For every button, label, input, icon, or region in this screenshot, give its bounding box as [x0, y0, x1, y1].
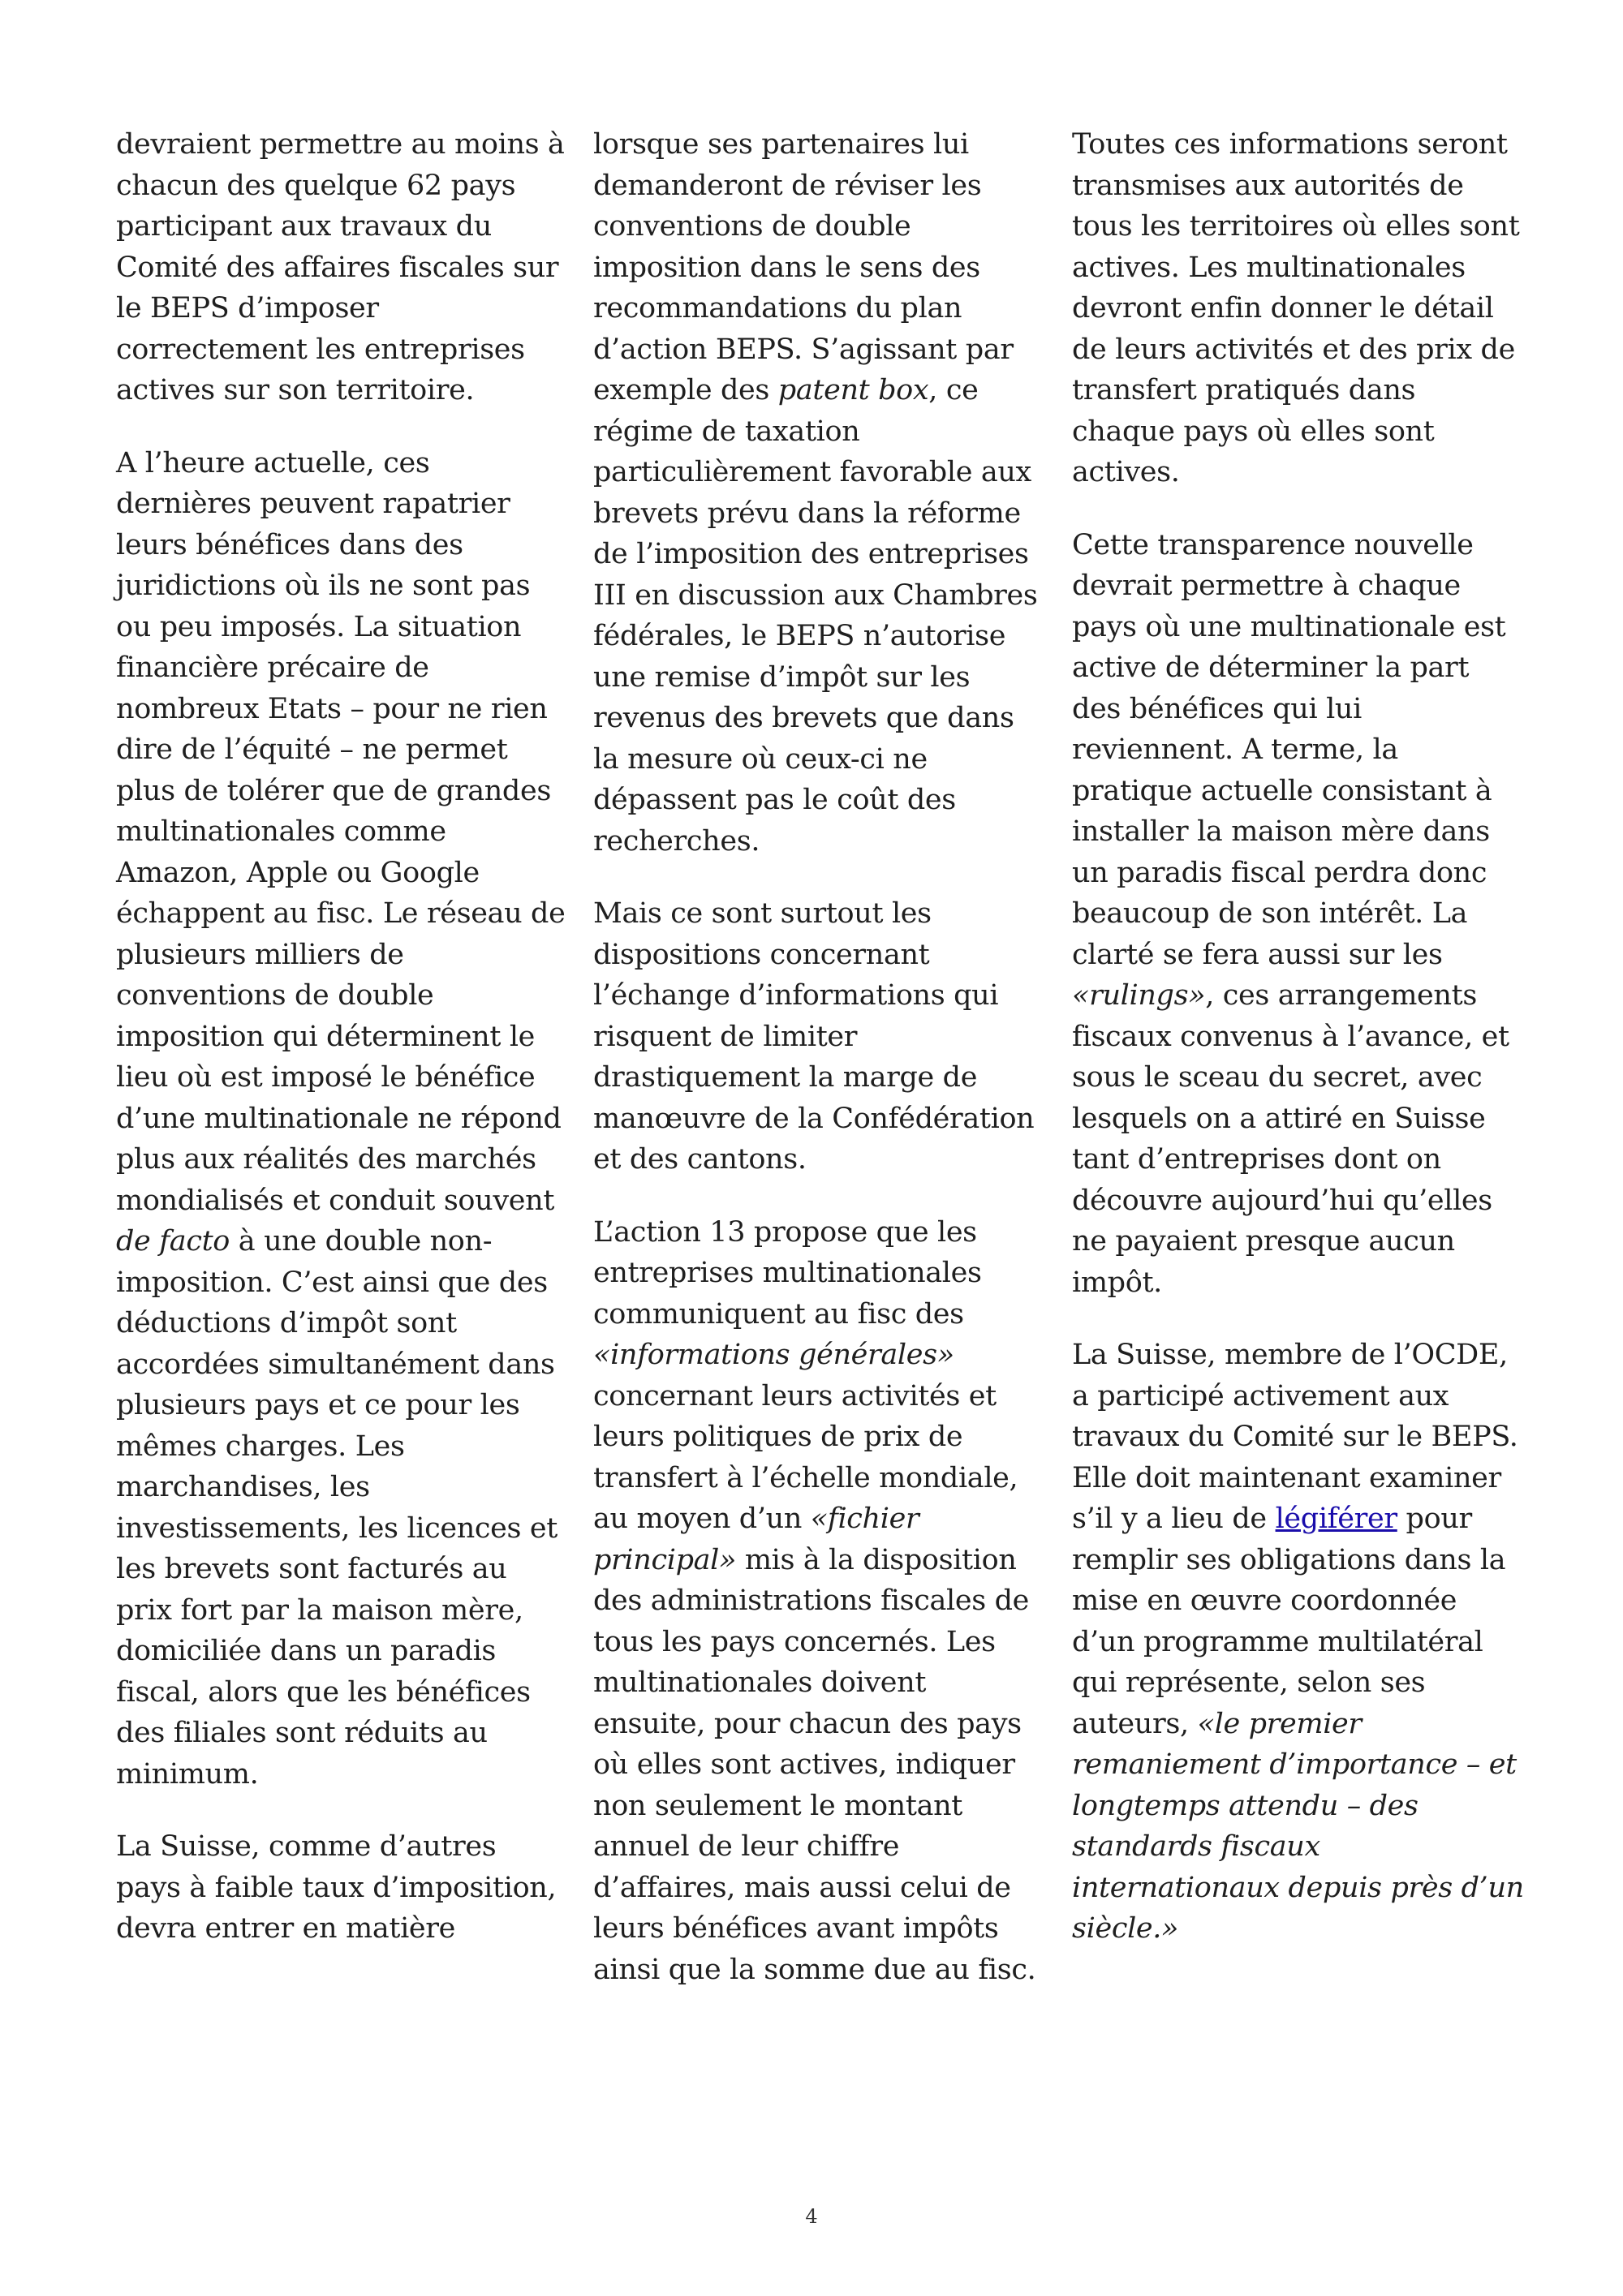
- text-line: mise en œuvre coordonnée: [1072, 1584, 1457, 1617]
- legiferer-link[interactable]: légiférer: [1275, 1503, 1397, 1535]
- text-line: leurs politiques de prix de: [593, 1421, 963, 1453]
- text-line: Cette transparence nouvelle: [1072, 528, 1474, 561]
- text-line: annuel de leur chiffre: [593, 1830, 900, 1863]
- text-line: dernières peuvent rapatrier: [116, 488, 510, 520]
- text-line: tant d’entreprises dont on: [1072, 1143, 1441, 1176]
- text-run: mis à la disposition: [736, 1543, 1017, 1576]
- text-line: les brevets sont facturés au: [116, 1553, 507, 1585]
- text-line: [593, 1540, 1048, 1581]
- text-line: beaucoup de son intérêt. La: [1072, 897, 1468, 930]
- text-line: [593, 1498, 1048, 1540]
- paragraph: [116, 124, 570, 411]
- text-line: leurs bénéfices dans des: [116, 528, 463, 561]
- text-line: plus aux réalités des marchés: [116, 1143, 536, 1176]
- text-line: dispositions concernant: [593, 938, 930, 971]
- quote-text: siècle.»: [1072, 1912, 1179, 1945]
- text-line: devrait permettre à chaque: [1072, 570, 1461, 602]
- paragraph: [1072, 1335, 1526, 1950]
- text-line: fiscal, alors que les bénéfices: [116, 1675, 531, 1709]
- paragraph: [1072, 124, 1526, 493]
- text-line: recommandations du plan: [593, 292, 962, 325]
- text-run: s’il y a lieu de: [1072, 1503, 1276, 1535]
- text-line: entreprises multinationales: [593, 1257, 982, 1289]
- text-line: plusieurs pays et ce pour les: [116, 1389, 520, 1421]
- text-line: installer la maison mère dans: [1072, 815, 1490, 848]
- text-line: lieu où est imposé le bénéfice: [116, 1061, 536, 1094]
- text-line: échappent au fisc. Le réseau de: [116, 897, 566, 930]
- text-line: fiscaux convenus à l’avance, et: [1072, 1020, 1509, 1053]
- text-line: l’échange d’informations qui: [593, 979, 999, 1012]
- text-run: exemple des: [593, 374, 778, 406]
- text-line: participant aux travaux du: [116, 210, 492, 243]
- text-line: travaux du Comité sur le BEPS.: [1072, 1421, 1518, 1453]
- text-column-2: [593, 124, 1048, 2022]
- text-line: risquent de limiter: [593, 1020, 858, 1053]
- text-line: actives. Les multinationales: [1072, 251, 1466, 284]
- text-line: active de déterminer la part: [1072, 651, 1470, 684]
- text-line: d’action BEPS. S’agissant par: [593, 333, 1014, 366]
- text-line: de leurs activités et des prix de: [1072, 333, 1515, 366]
- text-line: Amazon, Apple ou Google: [116, 856, 480, 889]
- text-line: des filiales sont réduits au: [116, 1717, 488, 1749]
- text-line: plus de tolérer que de grandes: [116, 774, 551, 807]
- text-line: [1072, 1704, 1526, 1745]
- text-line: remplir ses obligations dans la: [1072, 1543, 1506, 1576]
- text-line: ensuite, pour chacun des pays: [593, 1707, 1022, 1740]
- text-run: pour: [1397, 1503, 1472, 1535]
- text-line: [116, 1221, 570, 1262]
- text-line: demanderont de réviser les: [593, 169, 982, 202]
- text-line: tous les territoires où elles sont: [1072, 210, 1520, 243]
- text-line: marchandises, les: [116, 1471, 370, 1503]
- text-line: lesquels on a attiré en Suisse: [1072, 1102, 1486, 1135]
- text-line: dépassent pas le coût des: [593, 784, 956, 816]
- text-line: Elle doit maintenant examiner: [1072, 1461, 1501, 1494]
- text-line: multinationales comme: [116, 815, 446, 848]
- text-line: des administrations fiscales de: [593, 1584, 1030, 1617]
- text-line: ainsi que la somme due au fisc.: [593, 1953, 1036, 1986]
- text-line: chacun des quelque 62 pays: [116, 169, 516, 202]
- paragraph: [593, 1212, 1048, 1991]
- paragraph: [1072, 525, 1526, 1304]
- page-number: 4: [805, 2205, 818, 2228]
- text-line: revenus des brevets que dans: [593, 702, 1014, 734]
- text-line: multinationales doivent: [593, 1666, 927, 1699]
- text-line: conventions de double: [116, 979, 434, 1012]
- text-line: régime de taxation: [593, 415, 860, 448]
- text-line: tous les pays concernés. Les: [593, 1625, 996, 1658]
- text-line: devra entrer en matière: [116, 1912, 456, 1945]
- text-line: communiquent au fisc des: [593, 1297, 964, 1331]
- text-line: [593, 1335, 1048, 1376]
- text-line: actives sur son territoire.: [116, 374, 475, 406]
- text-line: déductions d’impôt sont: [116, 1307, 457, 1339]
- text-line: domiciliée dans un paradis: [116, 1635, 497, 1667]
- text-line: un paradis fiscal perdra donc: [1072, 856, 1487, 889]
- text-line: le BEPS d’imposer: [116, 292, 379, 325]
- text-line: Comité des affaires fiscales sur: [116, 251, 559, 284]
- paragraph: [116, 443, 570, 1795]
- text-line: pratique actuelle consistant à: [1072, 774, 1492, 807]
- text-line: manœuvre de la Confédération: [593, 1102, 1035, 1135]
- text-line: [1072, 1908, 1526, 1950]
- text-line: L’action 13 propose que les: [593, 1215, 977, 1249]
- text-line: [593, 370, 1048, 411]
- text-line: Toutes ces informations seront: [1072, 128, 1508, 161]
- text-line: imposition dans le sens des: [593, 251, 980, 284]
- text-run: , ce: [928, 374, 979, 406]
- text-line: juridictions où ils ne sont pas: [116, 570, 531, 602]
- text-line: [1072, 1498, 1526, 1540]
- text-line: d’un programme multilatéral: [1072, 1625, 1483, 1658]
- text-line: [1072, 1744, 1526, 1786]
- quote-text: internationaux depuis près d’un: [1072, 1871, 1524, 1904]
- text-line: non seulement le montant: [593, 1789, 963, 1822]
- text-line: drastiquement la marge de: [593, 1061, 978, 1094]
- text-line: découvre aujourd’hui qu’elles: [1072, 1184, 1492, 1217]
- quote-text: remaniement d’importance – et: [1072, 1748, 1517, 1781]
- emphasis-informations-generales: «informations générales»: [593, 1339, 954, 1371]
- text-line: [1072, 1786, 1526, 1827]
- text-column-3: [1072, 124, 1526, 1981]
- text-line: [1072, 1868, 1526, 1909]
- text-line: impôt.: [1072, 1266, 1162, 1299]
- emphasis-fichier: «fichier: [810, 1503, 919, 1535]
- text-line: leurs bénéfices avant impôts: [593, 1912, 999, 1945]
- text-line: A l’heure actuelle, ces: [116, 446, 430, 479]
- text-line: sous le sceau du secret, avec: [1072, 1061, 1483, 1094]
- paragraph: [593, 124, 1048, 862]
- text-line: transfert pratiqués dans: [1072, 374, 1416, 406]
- text-line: mondialisés et conduit souvent: [116, 1184, 555, 1217]
- paragraph: [593, 893, 1048, 1180]
- text-line: nombreux Etats – pour ne rien: [116, 692, 548, 725]
- text-line: [1072, 1826, 1526, 1868]
- text-line: devront enfin donner le détail: [1072, 292, 1494, 325]
- text-run: à une double non-: [230, 1225, 493, 1258]
- text-line: particulièrement favorable aux: [593, 456, 1031, 488]
- text-line: fédérales, le BEPS n’autorise: [593, 620, 1006, 652]
- text-run: , ces arrangements: [1205, 979, 1477, 1012]
- text-line: prix fort par la maison mère,: [116, 1593, 523, 1627]
- text-line: Mais ce sont surtout les: [593, 897, 932, 930]
- text-line: ne payaient presque aucun: [1072, 1225, 1455, 1258]
- text-line: devraient permettre au moins à: [116, 128, 565, 161]
- text-line: minimum.: [116, 1757, 259, 1791]
- text-line: III en discussion aux Chambres: [593, 578, 1038, 612]
- text-line: recherches.: [593, 824, 760, 858]
- text-line: d’affaires, mais aussi celui de: [593, 1871, 1011, 1904]
- emphasis-rulings: «rulings»: [1072, 979, 1206, 1012]
- text-line: [1072, 975, 1526, 1017]
- text-line: où elles sont actives, indiquer: [593, 1748, 1015, 1781]
- text-line: transmises aux autorités de: [1072, 169, 1464, 202]
- text-line: reviennent. A terme, la: [1072, 733, 1398, 766]
- text-line: qui représente, selon ses: [1072, 1666, 1426, 1699]
- text-line: pays à faible taux d’imposition,: [116, 1871, 557, 1904]
- quote-text: longtemps attendu – des: [1072, 1789, 1419, 1822]
- text-line: transfert à l’échelle mondiale,: [593, 1461, 1018, 1494]
- emphasis-patent-box: patent box: [777, 374, 929, 406]
- text-line: clarté se fera aussi sur les: [1072, 938, 1443, 971]
- text-line: plusieurs milliers de: [116, 938, 404, 971]
- quote-text: standards fiscaux: [1072, 1830, 1320, 1863]
- quote-text: «le premier: [1197, 1707, 1362, 1740]
- text-column-1: [116, 124, 570, 1981]
- text-line: ou peu imposés. La situation: [116, 610, 522, 643]
- text-line: la mesure où ceux-ci ne: [593, 742, 928, 776]
- text-line: mêmes charges. Les: [116, 1430, 405, 1463]
- text-line: dire de l’équité – ne permet: [116, 733, 508, 766]
- text-line: de l’imposition des entreprises: [593, 538, 1029, 570]
- text-line: La Suisse, comme d’autres: [116, 1830, 497, 1863]
- text-line: accordées simultanément dans: [116, 1348, 555, 1381]
- text-line: d’une multinationale ne répond: [116, 1102, 562, 1135]
- text-line: financière précaire de: [116, 651, 429, 684]
- text-line: et des cantons.: [593, 1143, 807, 1176]
- text-line: chaque pays où elles sont: [1072, 415, 1435, 448]
- text-line: pays où une multinationale est: [1072, 610, 1506, 643]
- text-line: conventions de double: [593, 210, 911, 243]
- text-run: auteurs,: [1072, 1707, 1198, 1740]
- text-line: des bénéfices qui lui: [1072, 692, 1362, 725]
- text-line: imposition. C’est ainsi que des: [116, 1266, 548, 1299]
- text-run: au moyen d’un: [593, 1503, 811, 1535]
- emphasis-principal: principal»: [593, 1543, 737, 1576]
- emphasis-de-facto: de facto: [116, 1225, 230, 1258]
- text-line: une remise d’impôt sur les: [593, 660, 971, 694]
- text-line: imposition qui déterminent le: [116, 1020, 536, 1053]
- text-line: correctement les entreprises: [116, 333, 525, 366]
- text-line: concernant leurs activités et: [593, 1379, 997, 1412]
- text-line: actives.: [1072, 456, 1180, 488]
- text-line: lorsque ses partenaires lui: [593, 128, 969, 161]
- text-line: brevets prévu dans la réforme: [593, 497, 1021, 530]
- paragraph: [116, 1826, 570, 1950]
- text-line: investissements, les licences et: [116, 1511, 558, 1545]
- text-line: a participé activement aux: [1072, 1379, 1449, 1412]
- text-line: La Suisse, membre de l’OCDE,: [1072, 1339, 1508, 1371]
